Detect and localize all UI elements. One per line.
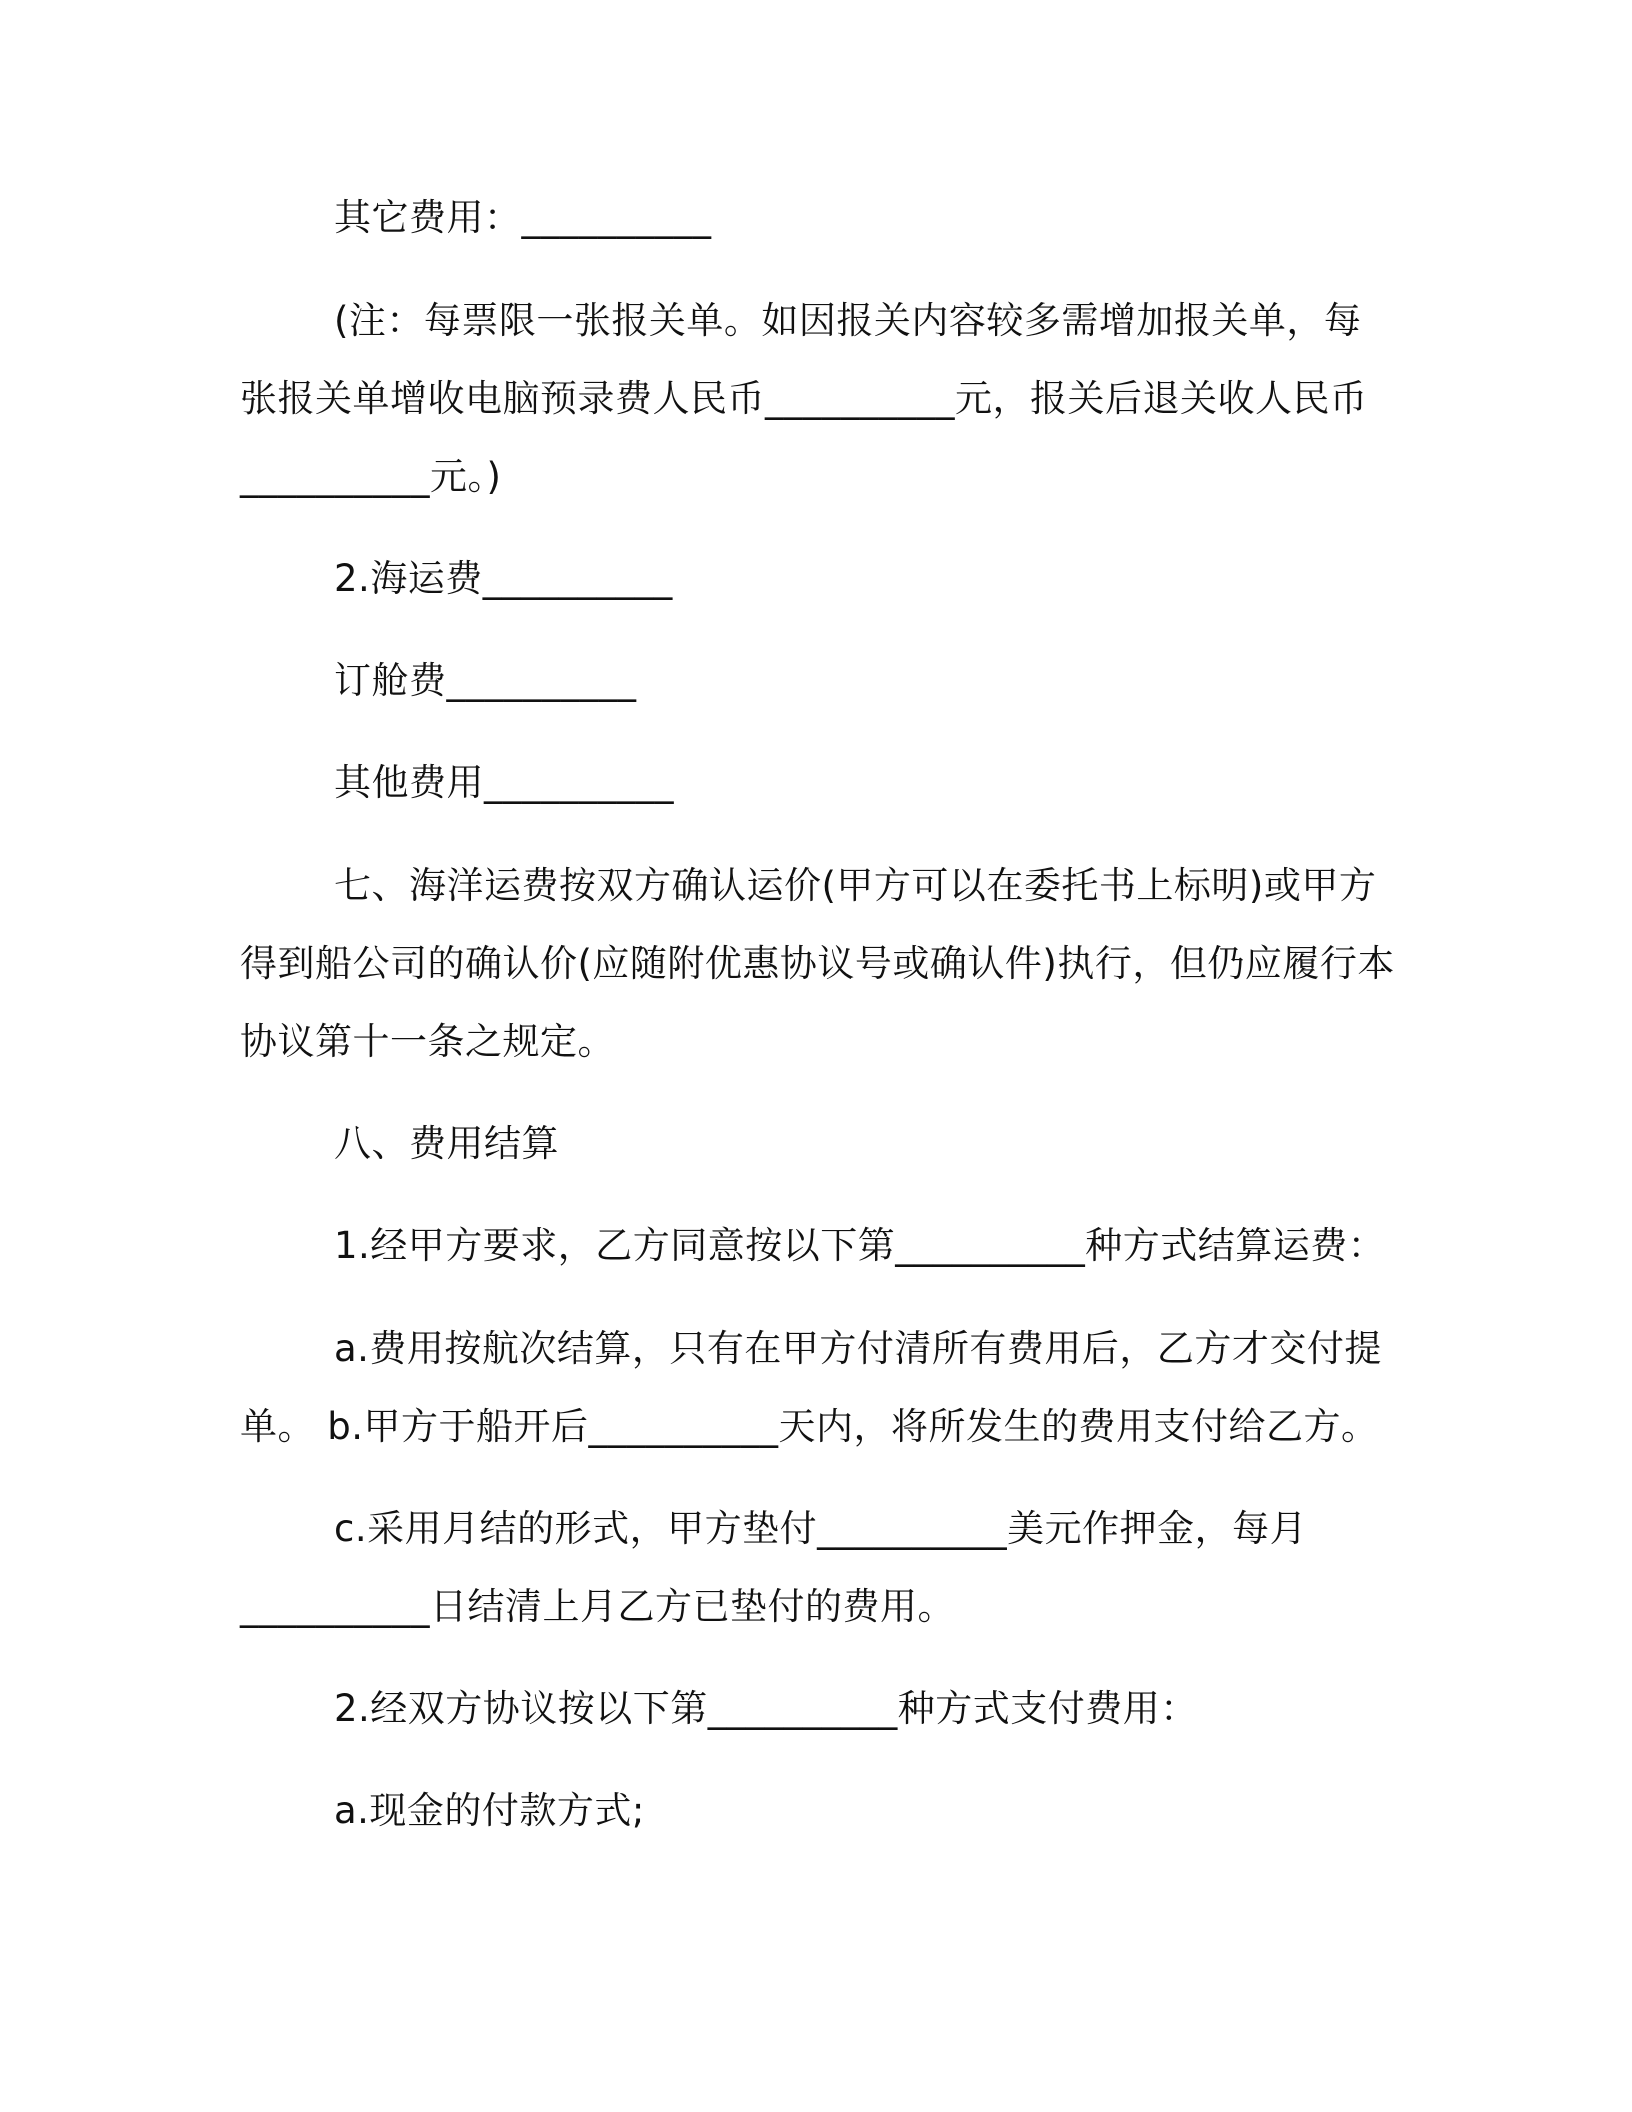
clause-7-line-1: 七、海洋运费按双方确认运价(甲方可以在委托书上标明)或甲方 [334,864,1377,907]
payment-method-line: 2.经双方协议按以下第__________种方式支付费用： [334,1687,1198,1730]
note-line-3: __________元。) [240,455,502,498]
settlement-method-line: 1.经甲方要求，乙方同意按以下第__________种方式结算运费： [334,1224,1386,1267]
option-c-line-2: __________日结清上月乙方已垫付的费用。 [240,1585,955,1628]
ocean-freight-line: 2.海运费__________ [334,557,673,600]
clause-7-line-2: 得到船公司的确认价(应随附优惠协议号或确认件)执行，但仍应履行本 [240,942,1395,985]
clause-7-line-3: 协议第十一条之规定。 [240,1020,615,1063]
other-costs-line: 其他费用__________ [334,761,674,804]
other-fees-line: 其它费用：__________ [334,196,712,239]
option-c-line-1: c.采用月结的形式，甲方垫付__________美元作押金，每月 [334,1507,1308,1550]
option-a-line-1: a.费用按航次结算，只有在甲方付清所有费用后，乙方才交付提 [334,1327,1382,1370]
note-line-2: 张报关单增收电脑预录费人民币__________元，报关后退关收人民币 [240,377,1368,420]
booking-fee-line: 订舱费__________ [334,659,637,702]
option-a-b-line-2: 单。 b.甲方于船开后__________天内，将所发生的费用支付给乙方。 [240,1405,1379,1448]
cash-payment-line: a.现金的付款方式; [334,1789,645,1832]
note-line-1: (注：每票限一张报关单。如因报关内容较多需增加报关单，每 [334,299,1362,342]
section-8-heading: 八、费用结算 [334,1122,559,1165]
